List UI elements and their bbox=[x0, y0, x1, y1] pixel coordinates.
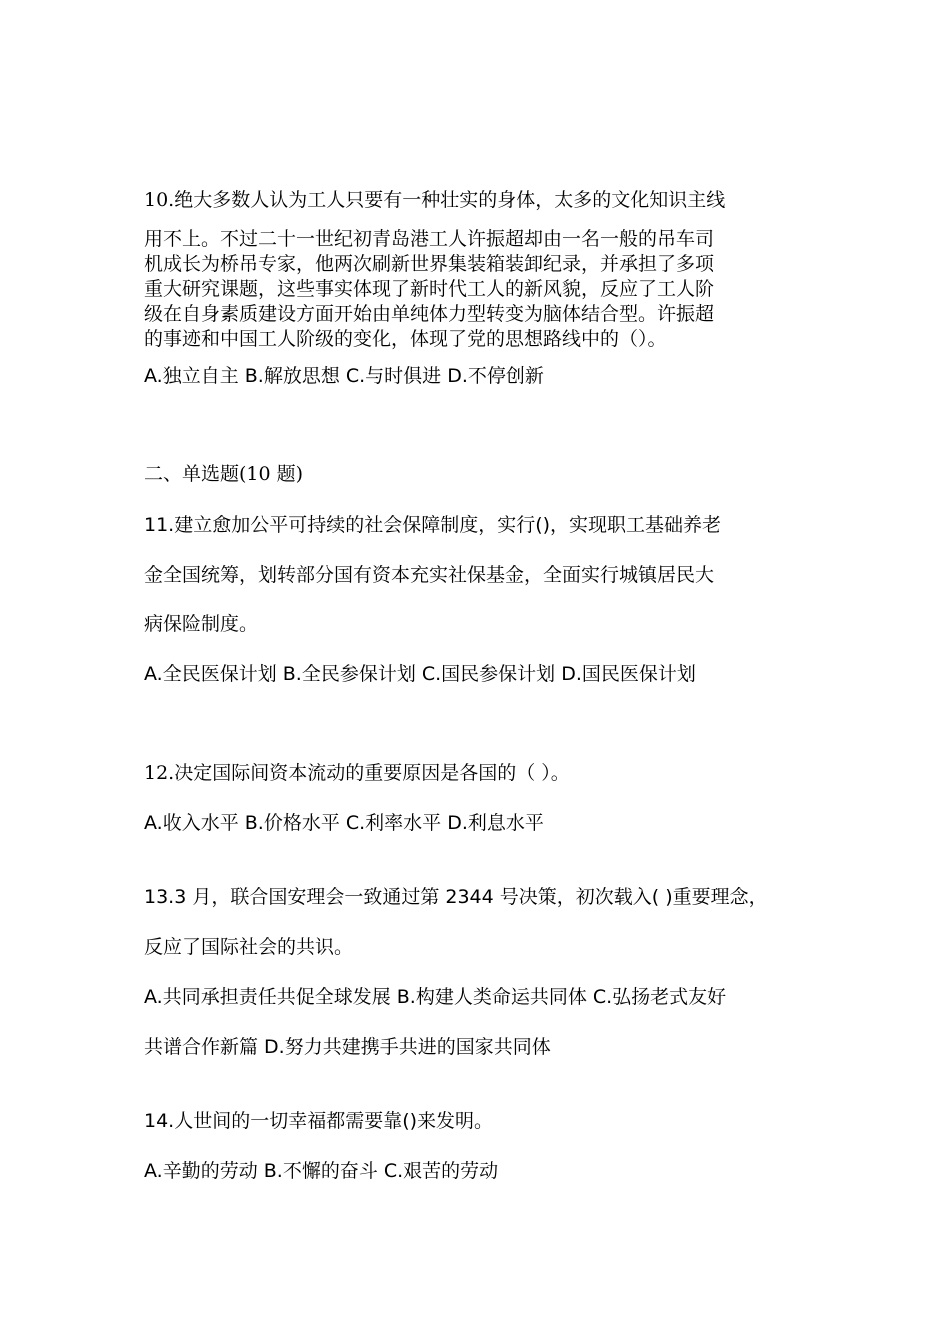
q13-stem-line-2: 反应了国际社会的共识。 bbox=[144, 936, 354, 958]
q10-options: A.独立自主 B.解放思想 C.与时俱进 D.不停创新 bbox=[144, 365, 544, 387]
q11-options: A.全民医保计划 B.全民参保计划 C.国民参保计划 D.国民医保计划 bbox=[144, 663, 696, 685]
q10-stem-line-3: 机成长为桥吊专家，他两次刷新世界集装箱装卸纪录，并承担了多项 bbox=[144, 253, 715, 275]
q11-stem-line-2: 金全国统筹，划转部分国有资本充实社保基金，全面实行城镇居民大 bbox=[144, 564, 715, 586]
q13-options-line-1: A.共同承担责任共促全球发展 B.构建人类命运共同体 C.弘扬老式友好 bbox=[144, 986, 727, 1008]
q10-stem-line-5: 级在自身素质建设方面开始由单纯体力型转变为脑体结合型。许振超 bbox=[144, 303, 715, 325]
q10-stem-line-2: 用不上。不过二十一世纪初青岛港工人许振超却由一名一般的吊车司 bbox=[144, 228, 715, 250]
q10-stem-line-6: 的事迹和中国工人阶级的变化，体现了党的思想路线中的（）。 bbox=[144, 328, 667, 350]
q13-stem-line-1: 13.3 月，联合国安理会一致通过第 2344 号决策，初次载入( )重要理念， bbox=[144, 886, 768, 908]
section-heading: 二、单选题(10 题) bbox=[144, 463, 304, 485]
q12-stem: 12.决定国际间资本流动的重要原因是各国的（ ）。 bbox=[144, 762, 570, 784]
q10-stem-line-1: 10.绝大多数人认为工人只要有一种壮实的身体，太多的文化知识主线 bbox=[144, 189, 726, 211]
q13-options-line-2: 共谱合作新篇 D.努力共建携手共进的国家共同体 bbox=[144, 1036, 551, 1058]
q11-stem-line-3: 病保险制度。 bbox=[144, 613, 259, 635]
q14-stem: 14.人世间的一切幸福都需要靠()来发明。 bbox=[144, 1110, 494, 1132]
q10-stem-line-4: 重大研究课题，这些事实体现了新时代工人的新风貌，反应了工人阶 bbox=[144, 278, 715, 300]
q11-stem-line-1: 11.建立愈加公平可持续的社会保障制度，实行()，实现职工基础养老 bbox=[144, 514, 722, 536]
q12-options: A.收入水平 B.价格水平 C.利率水平 D.利息水平 bbox=[144, 812, 544, 834]
q14-options: A.辛勤的劳动 B.不懈的奋斗 C.艰苦的劳动 bbox=[144, 1160, 499, 1182]
